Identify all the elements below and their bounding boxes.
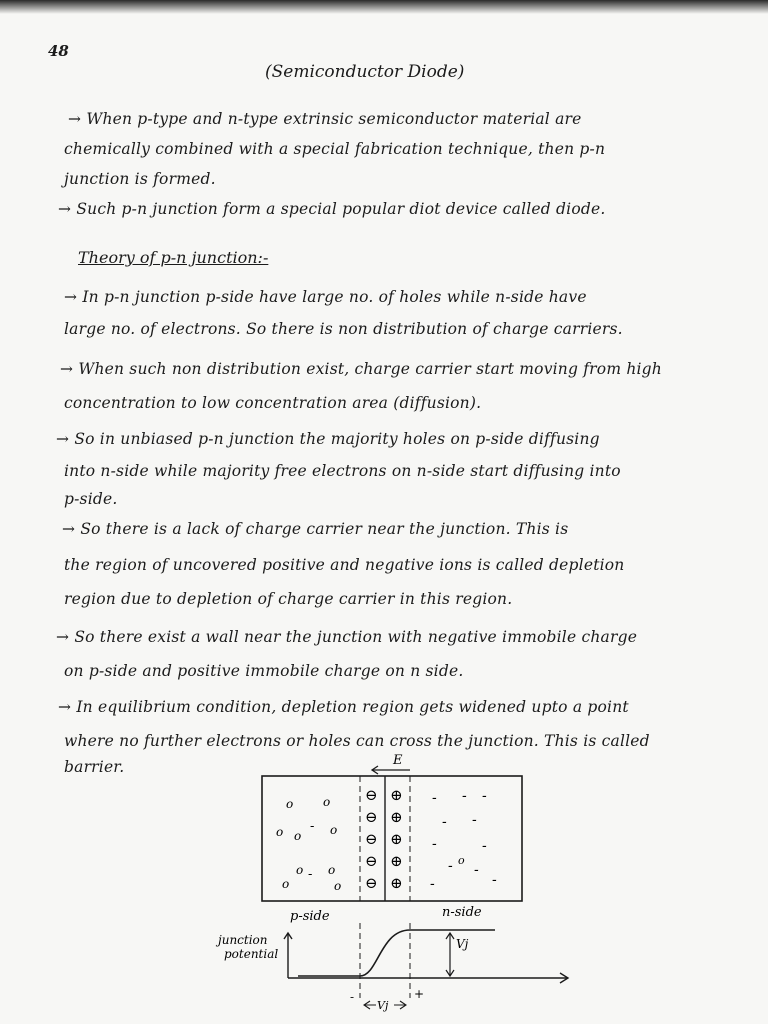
theory-line: large no. of electrons. So there is non distribution of charge carriers. [64,320,623,338]
minus-label: - [350,990,355,1004]
negative-ion-icon: ⊖ [365,852,378,870]
vj-label: Vj [456,937,469,951]
electron: - [308,867,313,882]
intro-line: → Such p-n junction form a special popular diot device called diode. [58,200,606,218]
theory-line: where no further electrons or holes can cross the junction. This is called [64,732,650,750]
theory-line: region due to depletion of charge carrier in this region. [64,590,513,608]
section-heading: Theory of p-n junction:- [78,248,269,267]
theory-line: on p-side and positive immobile charge on n side. [64,662,464,680]
hole: o [282,877,290,891]
theory-line: → In equilibrium condition, depletion region gets widened upto a point [58,698,629,716]
theory-line: → In p-n junction p-side have large no. of holes while n-side have [64,288,587,306]
p-side-minority-electrons [308,819,314,882]
intro-line: junction is formed. [64,170,216,188]
theory-line: → So in unbiased p-n junction the majority holes on p-side diffusing [56,430,600,448]
positive-ion-icon: ⊕ [390,874,403,892]
pn-junction-diagram [210,748,600,1018]
intro-line: → When p-type and n-type extrinsic semiconductor material are [68,110,582,128]
page-title: (Semiconductor Diode) [265,62,465,82]
theory-line: → When such non distribution exist, charge carrier start moving from high [60,360,662,378]
hole: o [458,854,465,867]
electron: - [474,862,479,878]
electron: - [448,858,453,874]
bottom-vj-label: Vj [377,999,389,1012]
negative-ions [365,786,378,892]
positive-ion-icon: ⊕ [390,808,403,826]
plus-label: + [414,987,425,1001]
negative-ion-icon: ⊖ [365,786,378,804]
theory-line: into n-side while majority free electrons on n-side start diffusing into [64,462,621,480]
electron: - [492,872,497,888]
theory-line: → So there exist a wall near the junction with negative immobile charge [56,628,638,646]
p-side-label: p-side [290,909,330,924]
electron: - [430,876,435,892]
field-label: E [393,753,403,768]
theory-line: the region of uncovered positive and negative ions is called depletion [64,556,625,574]
electron: - [482,788,487,804]
page-edge-shadow [0,0,768,14]
negative-ion-icon: ⊖ [365,830,378,848]
electron: - [432,836,437,852]
electrons-group [430,788,497,892]
y-axis-label: potential [224,947,279,961]
hole: o [328,863,336,877]
positive-ion-icon: ⊕ [390,852,403,870]
electron: - [442,814,447,830]
theory-line: barrier. [64,758,125,776]
negative-ion-icon: ⊖ [365,808,378,826]
n-side-label: n-side [442,905,482,920]
theory-line: p-side. [64,490,118,508]
page-number: 48 [48,42,69,60]
hole: o [276,825,284,839]
y-axis-label: junction [218,933,268,947]
positive-ion-icon: ⊕ [390,830,403,848]
hole: o [296,863,304,877]
hole: o [334,879,342,893]
hole: o [294,829,302,843]
intro-line: chemically combined with a special fabrication technique, then p-n [64,140,606,158]
hole: o [323,795,331,809]
positive-ions [390,786,403,892]
positive-ion-icon: ⊕ [390,786,403,804]
electron: - [432,790,437,806]
hole: o [330,823,338,837]
negative-ion-icon: ⊖ [365,874,378,892]
theory-line: → So there is a lack of charge carrier near the junction. This is [62,520,569,538]
electron: - [472,812,477,828]
electron: - [310,819,315,834]
hole: o [286,797,294,811]
electron: - [482,838,487,854]
theory-line: concentration to low concentration area (diffusion). [64,394,482,412]
electron: - [462,788,467,804]
